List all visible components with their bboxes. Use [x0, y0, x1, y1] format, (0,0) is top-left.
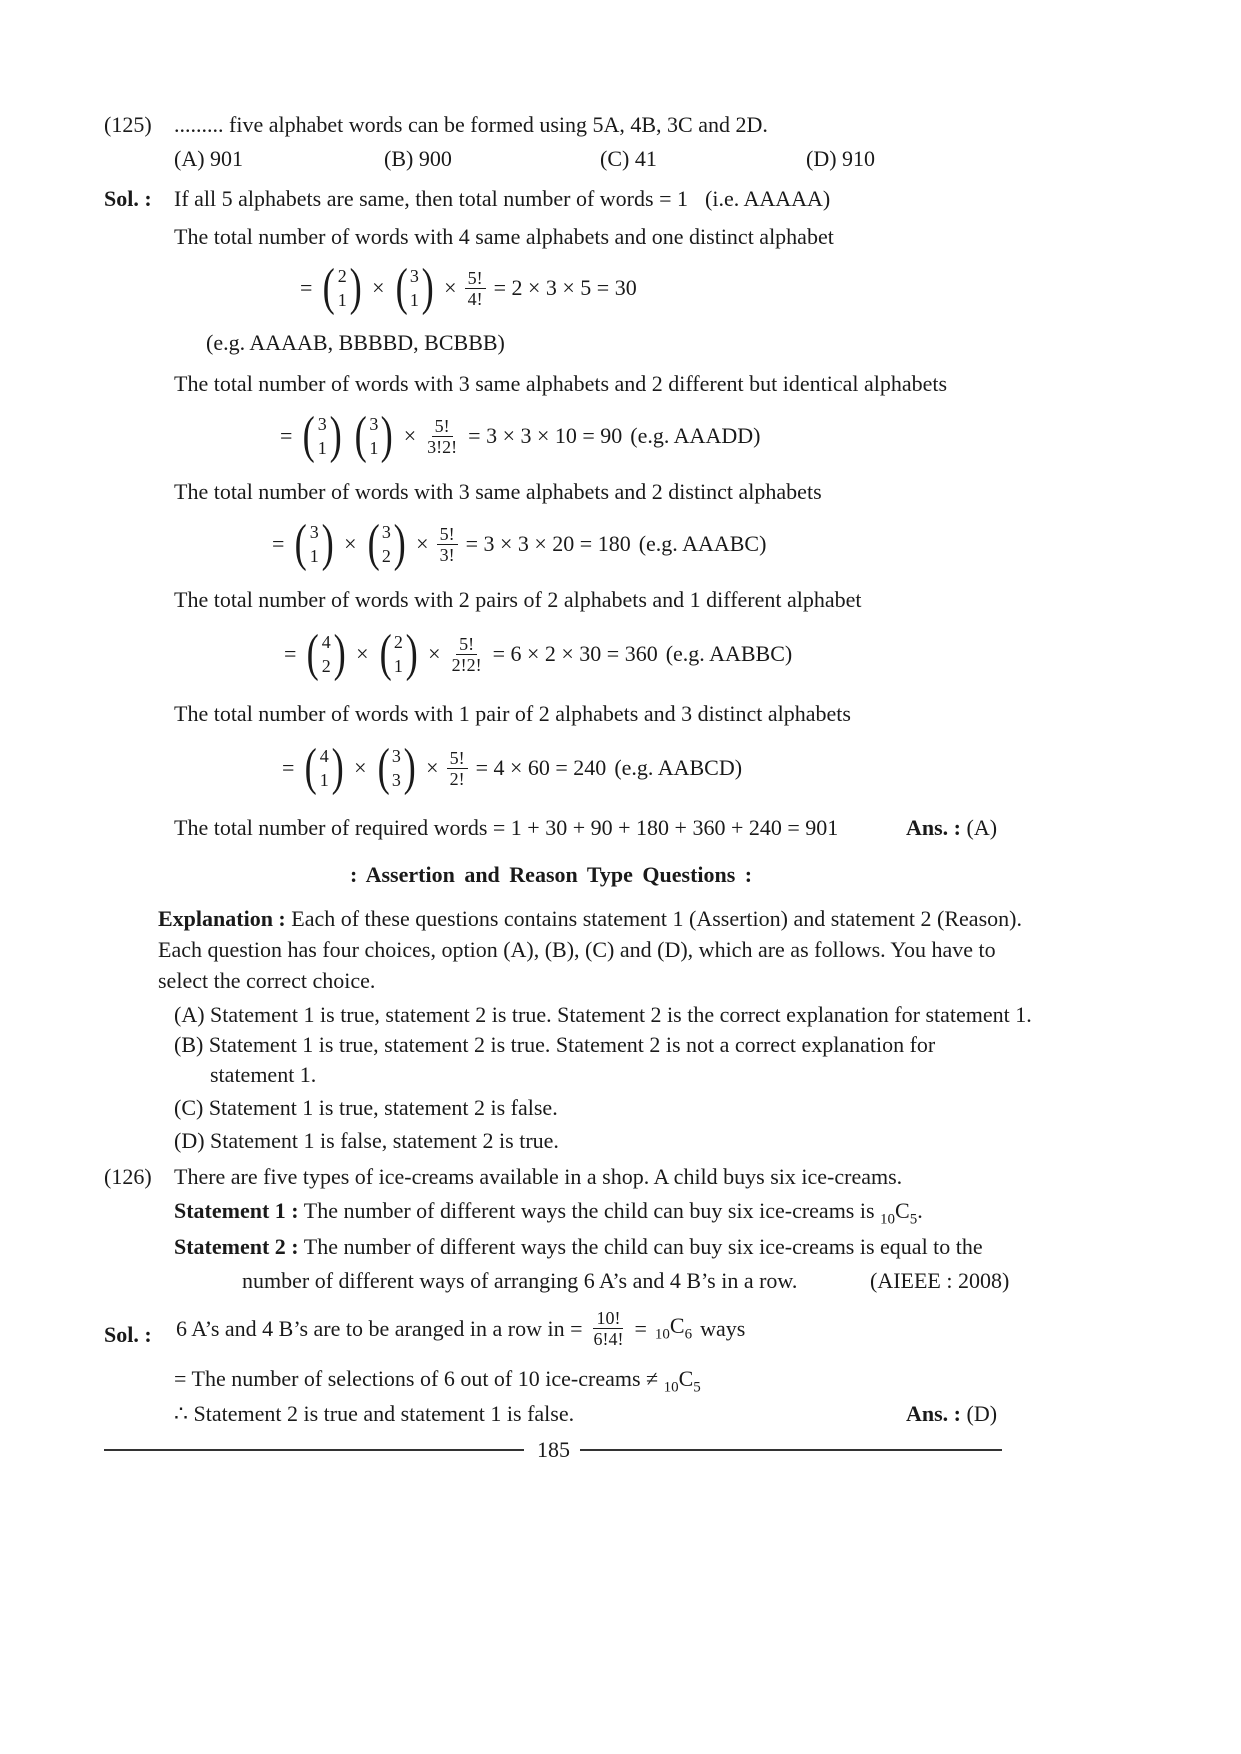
sol125-line1-example: (i.e. AAAAA)	[705, 186, 831, 211]
sol125-line1: If all 5 alphabets are same, then total number of words = 1	[174, 186, 688, 211]
binom-3-3: ( 3 3 )	[377, 739, 416, 796]
case4-example: (e.g. AABBC)	[665, 641, 793, 666]
explanation-option-c: (C) Statement 1 is true, statement 2 is false.	[174, 1095, 558, 1120]
case1-example: (e.g. AAAAB, BBBBD, BCBBB)	[206, 330, 505, 355]
case5-result: = 4 × 60 = 240	[475, 755, 607, 780]
answer-value: (A)	[966, 815, 998, 840]
explanation-label: Explanation :	[158, 906, 286, 931]
explanation-option-a: (A) Statement 1 is true, statement 2 is true. Statement 2 is the correct explanation for statement 1.	[174, 1002, 1032, 1027]
sol126-label: Sol. :	[104, 1322, 152, 1347]
binom-4-2: ( 4 2 )	[307, 625, 346, 682]
q126-source: (AIEEE : 2008)	[870, 1268, 1010, 1293]
explanation-line1	[158, 906, 1022, 932]
answer-value: (D)	[966, 1401, 998, 1426]
case2-text: The total number of words with 3 same alphabets and 2 different but identical alphabets	[174, 371, 948, 396]
q126-statement2-cont: number of different ways of arranging 6 A’s and 4 B’s in a row.	[242, 1268, 798, 1293]
q125-option-d: (D) 910	[806, 146, 876, 171]
case2-result: = 3 × 3 × 10 = 90	[468, 423, 623, 448]
q126-statement1	[174, 1198, 923, 1228]
fraction-5f-3f: $\frac{5!}{3!}$	[437, 524, 458, 565]
q125-option-c: (C) 41	[600, 146, 657, 171]
statement1-ncr: $_{10}C_5$.	[880, 1198, 923, 1228]
sol125-label: Sol. :	[104, 186, 152, 211]
explanation-line2: Each question has four choices, option (A), (B), (C) and (D), which are as follows. You have to	[158, 937, 996, 962]
case4-text: The total number of words with 2 pairs of 2 alphabets and 1 different alphabet	[174, 587, 862, 612]
fraction-5f-2f: $\frac{5!}{2!}$	[447, 748, 468, 789]
binom-3-1: ( 3 1 )	[303, 407, 342, 464]
case2-example: (e.g. AAADD)	[630, 423, 761, 448]
case1-text: The total number of words with 4 same alphabets and one distinct alphabet	[174, 224, 834, 249]
q126-number: (126)	[104, 1164, 152, 1189]
sol125-answer	[906, 815, 997, 841]
explanation-option-b-cont: statement 1.	[210, 1062, 317, 1087]
explanation-text1: Each of these questions contains statement 1 (Assertion) and statement 2 (Reason).	[291, 906, 1022, 931]
case5-formula: = ( 4 1 ) × ( 3 3 ) × $\frac{5!}{2!}$ = 4 × 60 = 240 (e.g. AABCD)	[282, 739, 743, 796]
explanation-option-b: (B) Statement 1 is true, statement 2 is true. Statement 2 is not a correct explanation for	[174, 1032, 936, 1057]
case3-text: The total number of words with 3 same alphabets and 2 distinct alphabets	[174, 479, 822, 504]
sol126-answer	[906, 1401, 997, 1427]
binom-4-1: ( 4 1 )	[305, 739, 344, 796]
answer-label: Ans. :	[906, 1401, 962, 1426]
case5-text: The total number of words with 1 pair of 2 alphabets and 3 distinct alphabets	[174, 701, 851, 726]
case4-formula: = ( 4 2 ) × ( 2 1 ) × $\frac{5!}{2!2!}$ = 6 × 2 × 30 = 360 (e.g. AABBC)	[284, 625, 793, 682]
section-heading: : Assertion and Reason Type Questions :	[350, 862, 753, 887]
statement2-text: The number of different ways the child can buy six ice-creams is equal to the	[303, 1234, 983, 1259]
case1-result: = 2 × 3 × 5 = 30	[493, 275, 637, 300]
footer-rule-left	[104, 1449, 524, 1451]
explanation-option-d: (D) Statement 1 is false, statement 2 is true.	[174, 1128, 559, 1153]
q125-text: ......... five alphabet words can be formed using 5A, 4B, 3C and 2D.	[174, 112, 768, 137]
case3-example: (e.g. AAABC)	[638, 531, 767, 556]
case4-result: = 6 × 2 × 30 = 360	[492, 641, 658, 666]
q125-option-a: (A) 901	[174, 146, 244, 171]
fraction-5f-3f2f: $\frac{5!}{3!2!}$	[427, 415, 458, 457]
binom-2-1: ( 2 1 )	[379, 625, 418, 682]
binom-3-1: ( 3 1 )	[354, 407, 394, 464]
fraction-5f-2f2f: $\frac{5!}{2!2!}$	[451, 633, 482, 675]
sol126-line2	[174, 1366, 701, 1396]
statement2-label: Statement 2 :	[174, 1234, 299, 1259]
case3-formula: = ( 3 1 ) × ( 3 2 ) × $\frac{5!}{3!}$ = 3 × 3 × 20 = 180 (e.g. AAABC)	[272, 515, 767, 572]
fraction-5f-4f: $\frac{5!}{4!}$	[465, 268, 486, 309]
case3-result: = 3 × 3 × 20 = 180	[465, 531, 631, 556]
explanation-line3: select the correct choice.	[158, 968, 376, 993]
statement1-label: Statement 1 :	[174, 1198, 299, 1223]
sol126-line1: 6 A’s and 4 B’s are to be aranged in a row in = $\frac{10!}{6!4!}$ = $_{10}C_6$ ways	[176, 1308, 746, 1349]
answer-label: Ans. :	[906, 815, 962, 840]
q126-statement2	[174, 1234, 983, 1260]
case5-example: (e.g. AABCD)	[614, 755, 743, 780]
q125-number: (125)	[104, 112, 152, 137]
sol126-ways: ways	[700, 1315, 746, 1341]
page-number: 185	[537, 1437, 570, 1462]
statement1-text: The number of different ways the child can buy six ice-creams is	[303, 1198, 875, 1223]
sol126-ncr2: $_{10}C_5$	[663, 1366, 701, 1396]
q126-text: There are five types of ice-creams available in a shop. A child buys six ice-creams.	[174, 1164, 903, 1189]
sol126-ncr: $_{10}C_6$	[654, 1313, 693, 1343]
binom-3-2: ( 3 2 )	[367, 515, 406, 572]
footer-rule-right	[580, 1449, 1002, 1451]
case1-formula: = ( 2 1 ) × ( 3 1 ) × $\frac{5!}{4!}$ = 2 × 3 × 5 = 30	[300, 259, 637, 316]
binom-3-1: ( 3 1 )	[295, 515, 334, 572]
sol125-total: The total number of required words = 1 + 30 + 90 + 180 + 360 + 240 = 901	[174, 815, 839, 840]
binom-2-1: ( 2 1 )	[323, 259, 362, 316]
q125-option-b: (B) 900	[384, 146, 452, 171]
binom-3-1: ( 3 1 )	[395, 259, 434, 316]
fraction-10f-6f4f: $\frac{10!}{6!4!}$	[593, 1308, 624, 1349]
sol126-line3: ∴ Statement 2 is true and statement 1 is false.	[174, 1401, 575, 1426]
case2-formula: = ( 3 1 ) ( 3 1 ) × $\frac{5!}{3!2!}$ = 3 × 3 × 10 = 90 (e.g. AAADD)	[280, 407, 761, 464]
sol126-line1-text: 6 A’s and 4 B’s are to be aranged in a row in =	[176, 1315, 583, 1341]
sol126-line2-text: = The number of selections of 6 out of 10 ice-creams ≠	[174, 1366, 659, 1391]
